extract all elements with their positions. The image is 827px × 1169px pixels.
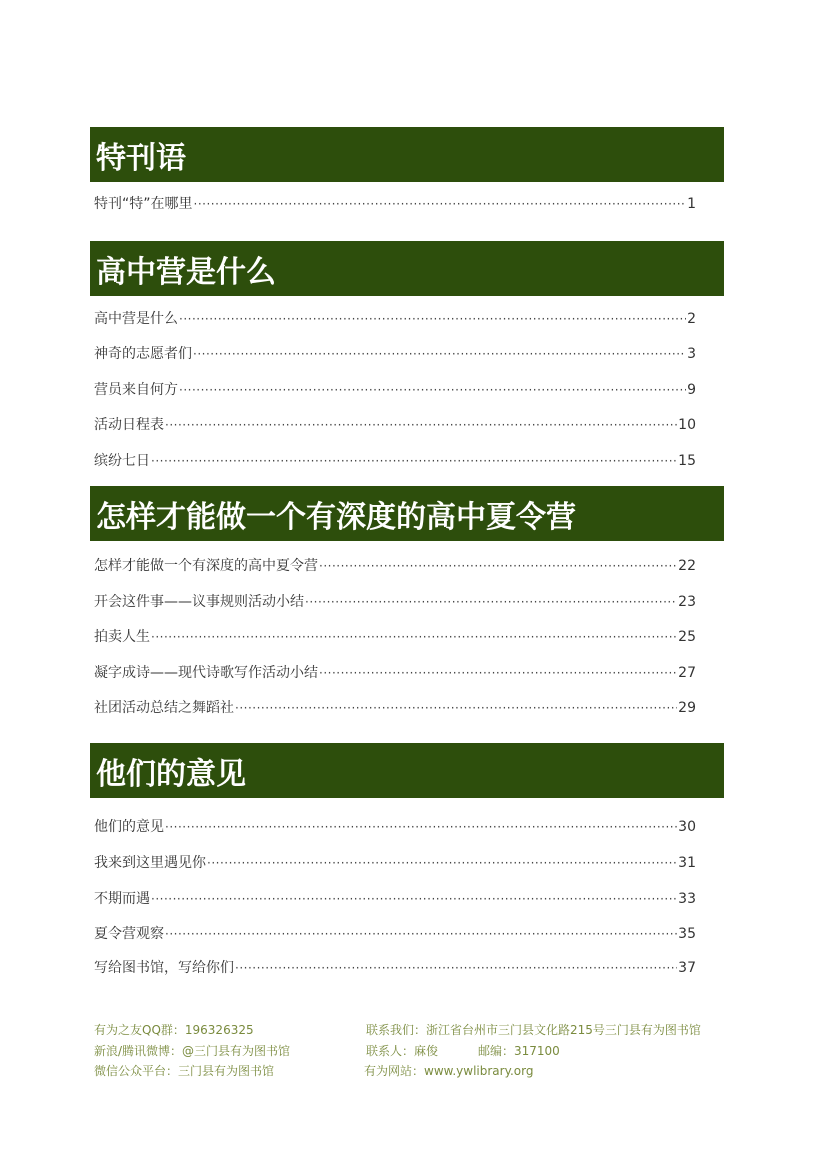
toc-entry-title: 高中营是什么 xyxy=(94,311,178,327)
section-header: 他们的意见 xyxy=(90,743,724,798)
toc-entry[interactable] xyxy=(94,923,696,945)
dot-leader xyxy=(207,856,677,870)
toc-entry-page: 31 xyxy=(678,855,696,871)
toc-entry[interactable] xyxy=(94,555,696,577)
toc-entry[interactable] xyxy=(94,414,696,436)
toc-entry-title: 怎样才能做一个有深度的高中夏令营 xyxy=(94,558,318,574)
toc-entry-title: 凝字成诗——现代诗歌写作活动小结 xyxy=(94,665,318,681)
dot-leader xyxy=(165,927,677,941)
toc-entry[interactable] xyxy=(94,888,696,910)
toc-entry[interactable] xyxy=(94,591,696,613)
toc-entry-title: 神奇的志愿者们 xyxy=(94,346,192,362)
dot-leader xyxy=(235,701,677,715)
toc-entry-title: 拍卖人生 xyxy=(94,629,150,645)
toc-entry-title: 缤纷七日 xyxy=(94,453,150,469)
footer-qq-group: 有为之友QQ群：196326325 xyxy=(94,1023,254,1037)
toc-entry-page: 30 xyxy=(678,819,696,835)
dot-leader xyxy=(319,666,677,680)
toc-entry-title: 特刊“特”在哪里 xyxy=(94,196,193,212)
toc-entry-page: 22 xyxy=(678,558,696,574)
section-header: 特刊语 xyxy=(90,127,724,182)
footer-wechat: 微信公众平台：三门县有为图书馆 xyxy=(94,1064,275,1078)
toc-entry[interactable] xyxy=(94,852,696,874)
dot-leader xyxy=(194,197,687,211)
toc-entry-page: 33 xyxy=(678,891,696,907)
toc-entry[interactable] xyxy=(94,816,696,838)
toc-entry-page: 3 xyxy=(687,346,696,362)
dot-leader xyxy=(165,418,677,432)
toc-entry[interactable] xyxy=(94,450,696,472)
toc-entry-title: 社团活动总结之舞蹈社 xyxy=(94,700,234,716)
toc-entry-title: 写给图书馆，写给你们 xyxy=(94,960,234,976)
toc-entry-page: 23 xyxy=(678,594,696,610)
dot-leader xyxy=(319,559,677,573)
toc-entry-title: 我来到这里遇见你 xyxy=(94,855,206,871)
toc-entry[interactable] xyxy=(94,957,696,979)
toc-entry[interactable] xyxy=(94,379,696,401)
dot-leader xyxy=(151,454,677,468)
footer-weibo: 新浪/腾讯微博：@三门县有为图书馆 xyxy=(94,1044,291,1058)
toc-entry[interactable] xyxy=(94,626,696,648)
dot-leader xyxy=(151,630,677,644)
toc-entry-page: 15 xyxy=(678,453,696,469)
toc-entry-title: 不期而遇 xyxy=(94,891,150,907)
footer-contact-address: 联系我们：浙江省台州市三门县文化路215号三门县有为图书馆 xyxy=(366,1023,701,1037)
toc-entry-page: 2 xyxy=(687,311,696,327)
toc-entry-page: 10 xyxy=(678,417,696,433)
toc-entry-title: 他们的意见 xyxy=(94,819,164,835)
toc-entry-page: 37 xyxy=(678,960,696,976)
dot-leader xyxy=(193,347,686,361)
dot-leader xyxy=(179,383,686,397)
dot-leader xyxy=(235,961,677,975)
toc-entry-title: 夏令营观察 xyxy=(94,926,164,942)
footer-postcode: 邮编：317100 xyxy=(478,1044,560,1058)
toc-entry-page: 9 xyxy=(687,382,696,398)
toc-entry-title: 活动日程表 xyxy=(94,417,164,433)
footer-website[interactable]: 有为网站：www.ywlibrary.org xyxy=(364,1064,534,1078)
section-header: 高中营是什么 xyxy=(90,241,724,296)
toc-entry[interactable] xyxy=(94,343,696,365)
footer-contact-person: 联系人：麻俊 xyxy=(366,1044,439,1058)
toc-entry-page: 35 xyxy=(678,926,696,942)
dot-leader xyxy=(305,595,677,609)
dot-leader xyxy=(179,312,686,326)
toc-entry-page: 25 xyxy=(678,629,696,645)
toc-entry[interactable] xyxy=(94,193,696,215)
toc-entry-title: 营员来自何方 xyxy=(94,382,178,398)
toc-entry-title: 开会这件事——议事规则活动小结 xyxy=(94,594,304,610)
toc-entry[interactable] xyxy=(94,308,696,330)
toc-entry[interactable] xyxy=(94,662,696,684)
toc-entry-page: 1 xyxy=(687,196,696,212)
section-header: 怎样才能做一个有深度的高中夏令营 xyxy=(90,486,724,541)
dot-leader xyxy=(165,820,677,834)
dot-leader xyxy=(151,892,677,906)
toc-entry-page: 29 xyxy=(678,700,696,716)
toc-entry[interactable] xyxy=(94,697,696,719)
toc-entry-page: 27 xyxy=(678,665,696,681)
